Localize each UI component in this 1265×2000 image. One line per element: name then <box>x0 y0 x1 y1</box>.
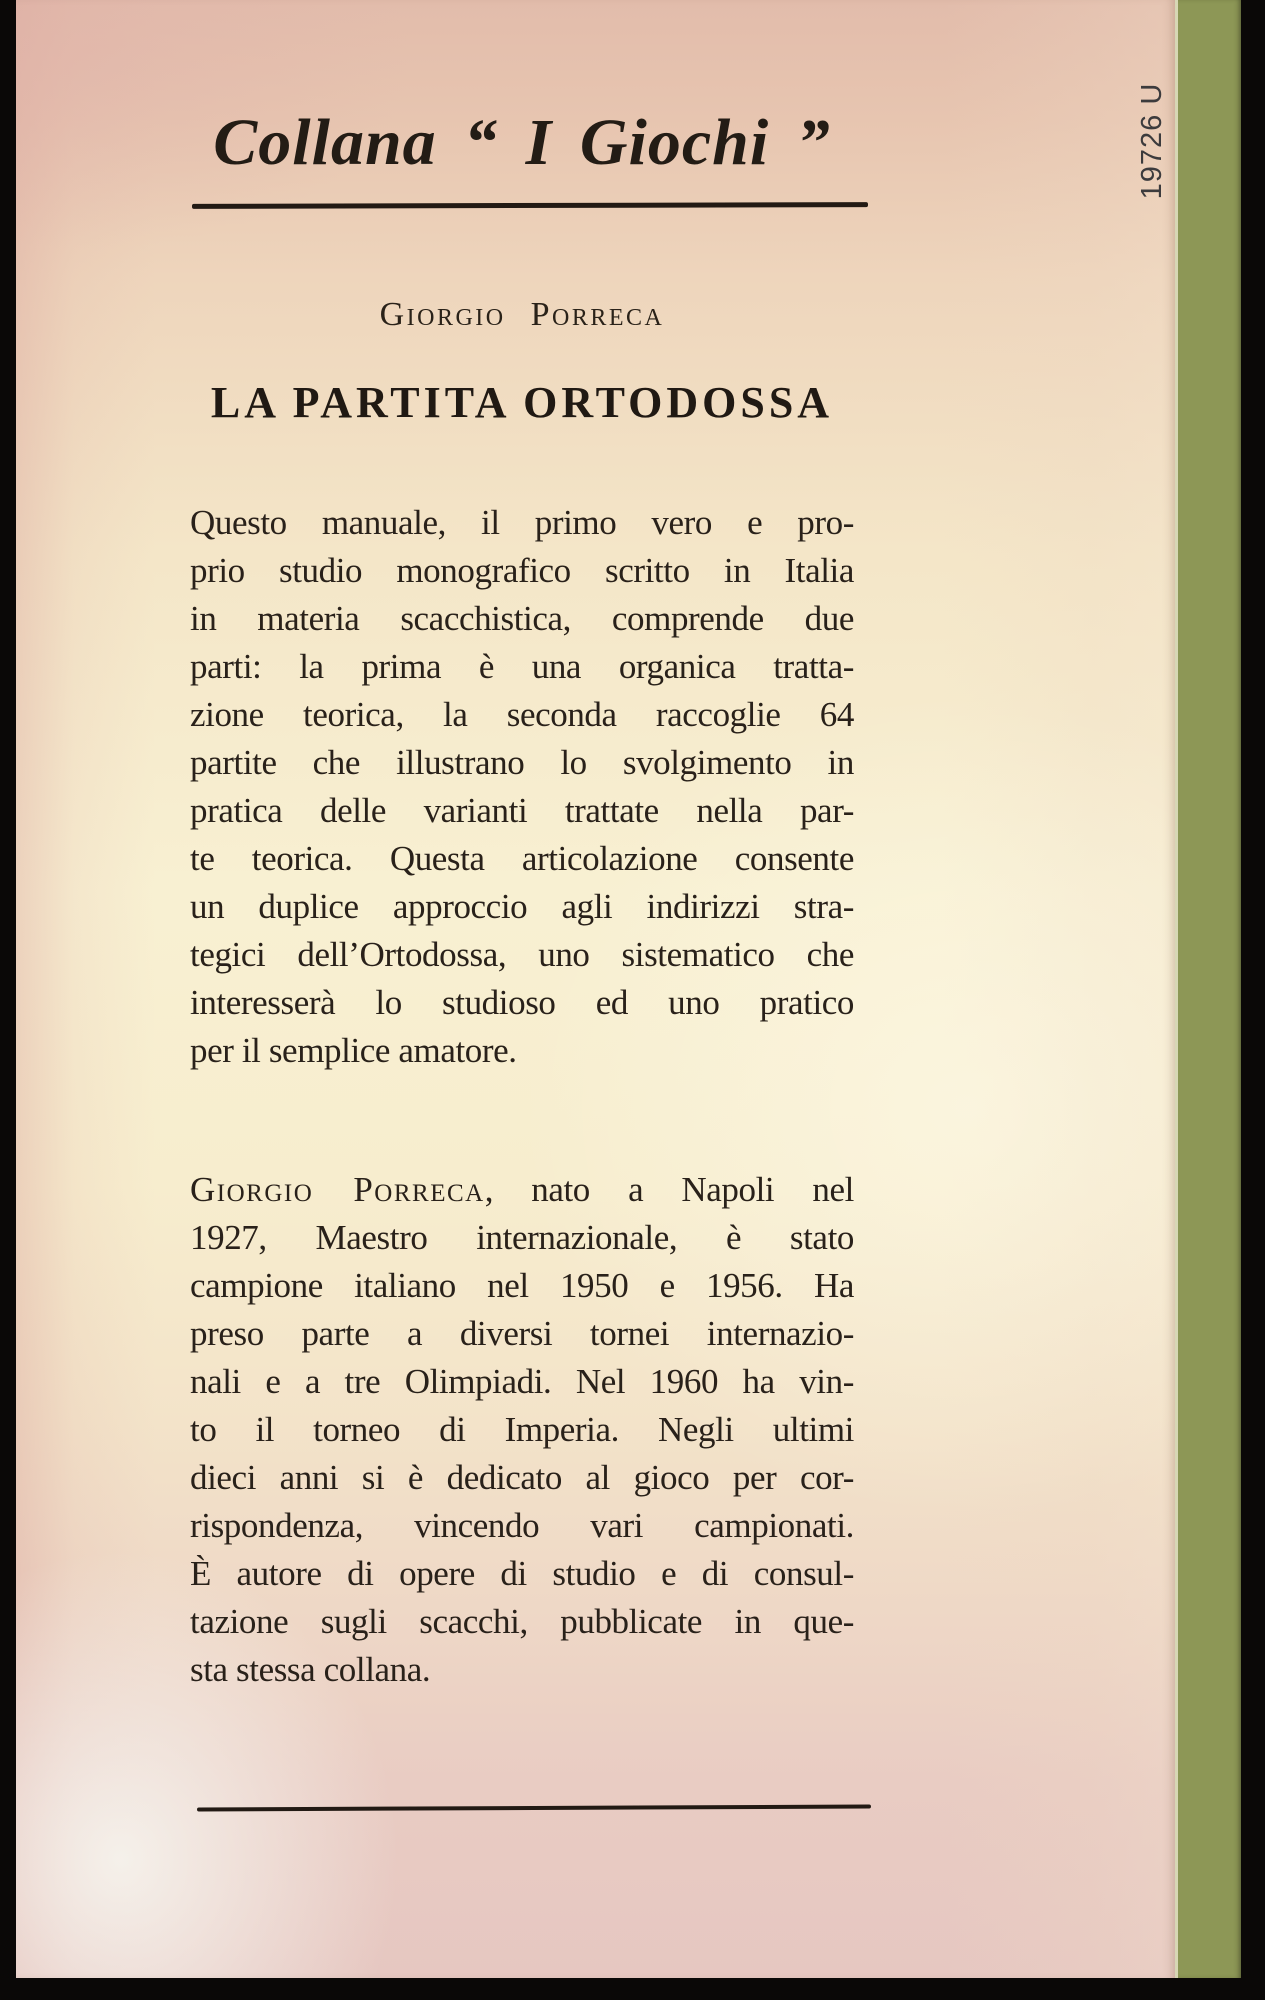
description-line: prio studio monografico scritto in Italia <box>190 551 854 590</box>
bio-paragraph <box>190 1166 854 1694</box>
bio-line: nali e a tre Olimpiadi. Nel 1960 ha vin- <box>190 1362 854 1401</box>
author-name-heading: Giorgio Porreca <box>379 296 665 333</box>
spine-code-label: 19726 U <box>1136 82 1168 200</box>
description-line: parti: la prima è una organica tratta- <box>190 647 854 686</box>
bio-line: dieci anni si è dedicato al gioco per cor- <box>190 1458 854 1497</box>
description-line: te teorica. Questa articolazione consente <box>190 839 854 878</box>
book-title: LA PARTITA ORTODOSSA <box>210 378 834 427</box>
book-back-cover <box>16 0 1175 1978</box>
bio-line: 1927, Maestro internazionale, è stato <box>190 1218 854 1257</box>
description-line: interesserà lo studioso ed uno pratico <box>190 983 854 1022</box>
description-line: tegici dell’Ortodossa, uno sistematico che <box>190 935 854 974</box>
bio-line: tazione sugli scacchi, pubblicate in que- <box>190 1602 854 1641</box>
author-name-smallcaps: Giorgio Porreca <box>190 1170 485 1209</box>
bio-line: campione italiano nel 1950 e 1956. Ha <box>190 1266 854 1305</box>
description-line: Questo manuale, il primo vero e pro- <box>190 503 854 542</box>
footer-rule <box>197 1805 871 1812</box>
description-paragraph <box>190 499 854 1075</box>
title-underline-rule <box>192 202 868 209</box>
description-line: zione teorica, la seconda raccoglie 64 <box>190 695 854 734</box>
bio-line <box>190 1166 854 1214</box>
description-line: in materia scacchistica, comprende due <box>190 599 854 638</box>
description-line: pratica delle varianti trattate nella par- <box>190 791 854 830</box>
jacket-spine-strip <box>1175 0 1241 1978</box>
description-line: per il semplice amatore. <box>190 1031 517 1070</box>
description-line: partite che illustrano lo svolgimento in <box>190 743 854 782</box>
bio-line: to il torneo di Imperia. Negli ultimi <box>190 1410 854 1449</box>
bio-line: preso parte a diversi tornei internazio- <box>190 1314 854 1353</box>
bio-line: rispondenza, vincendo vari campionati. <box>190 1506 854 1545</box>
series-title: Collana “ I Giochi ” <box>213 106 831 179</box>
bio-line: È autore di opere di studio e di consul- <box>190 1554 854 1593</box>
bio-line: sta stessa collana. <box>190 1650 431 1689</box>
bio-line-text: , nato a Napoli nel <box>484 1170 854 1209</box>
description-line: un duplice approccio agli indirizzi stra- <box>190 887 854 926</box>
